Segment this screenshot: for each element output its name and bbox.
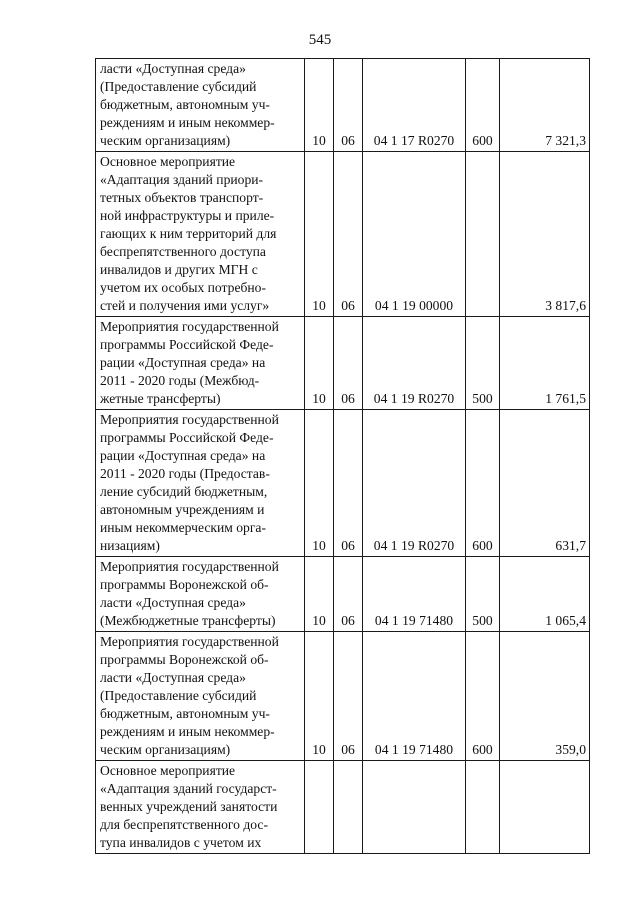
amount-value [500, 761, 590, 854]
table-row [96, 59, 590, 152]
table-row [96, 632, 590, 761]
amount-value: 3 817,6 [500, 152, 590, 317]
amount-value: 1 065,4 [500, 557, 590, 632]
subsection-code: 06 [334, 152, 363, 317]
row-description: Основное мероприятие «Адаптация зданий приори- тетных объектов транспорт- ной инфраструктуры и приле- гающих к ним территорий для беспрепятственного доступа инвалидов и других МГН с учетом их особых потребно- стей и получения ими услуг» [96, 152, 305, 317]
target-article-code: 04 1 19 R0270 [363, 410, 466, 557]
section-code: 10 [305, 317, 334, 410]
subsection-code: 06 [334, 59, 363, 152]
expense-type-code [466, 152, 500, 317]
target-article-code: 04 1 19 R0270 [363, 317, 466, 410]
expense-type-code: 500 [466, 557, 500, 632]
row-description: Мероприятия государственной программы Воронежской об- ласти «Доступная среда» (Межбюджетные трансферты) [96, 557, 305, 632]
subsection-code: 06 [334, 557, 363, 632]
target-article-code: 04 1 17 R0270 [363, 59, 466, 152]
expense-type-code: 600 [466, 59, 500, 152]
section-code: 10 [305, 410, 334, 557]
section-code [305, 761, 334, 854]
table-row [96, 557, 590, 632]
expense-type-code: 500 [466, 317, 500, 410]
section-code: 10 [305, 59, 334, 152]
section-code: 10 [305, 632, 334, 761]
section-code: 10 [305, 152, 334, 317]
page-number: 545 [308, 32, 332, 48]
row-description: Мероприятия государственной программы Российской Феде- рации «Доступная среда» на 2011 - 2020 годы (Предостав- ление субсидий бюджетным, автономным учреждениям и иным некоммерческим орга- низациям) [96, 410, 305, 557]
target-article-code: 04 1 19 71480 [363, 632, 466, 761]
table-row [96, 152, 590, 317]
subsection-code: 06 [334, 632, 363, 761]
target-article-code [363, 761, 466, 854]
row-description: Мероприятия государственной программы Российской Феде- рации «Доступная среда» на 2011 - 2020 годы (Межбюд- жетные трансферты) [96, 317, 305, 410]
expense-type-code [466, 761, 500, 854]
budget-table [95, 58, 590, 854]
row-description: Мероприятия государственной программы Воронежской об- ласти «Доступная среда» (Предоставление субсидий бюджетным, автономным уч- реждениям и иным некоммер- ческим организациям) [96, 632, 305, 761]
target-article-code: 04 1 19 00000 [363, 152, 466, 317]
table-row [96, 410, 590, 557]
amount-value: 7 321,3 [500, 59, 590, 152]
amount-value: 1 761,5 [500, 317, 590, 410]
subsection-code: 06 [334, 317, 363, 410]
row-description: Основное мероприятие «Адаптация зданий государст- венных учреждений занятости для беспрепятственного дос- тупа инвалидов с учетом их [96, 761, 305, 854]
table-row [96, 317, 590, 410]
row-description: ласти «Доступная среда» (Предоставление субсидий бюджетным, автономным уч- реждениям и иным некоммер- ческим организациям) [96, 59, 305, 152]
subsection-code: 06 [334, 410, 363, 557]
expense-type-code: 600 [466, 410, 500, 557]
amount-value: 631,7 [500, 410, 590, 557]
section-code: 10 [305, 557, 334, 632]
amount-value: 359,0 [500, 632, 590, 761]
expense-type-code: 600 [466, 632, 500, 761]
subsection-code [334, 761, 363, 854]
table-row [96, 761, 590, 854]
target-article-code: 04 1 19 71480 [363, 557, 466, 632]
